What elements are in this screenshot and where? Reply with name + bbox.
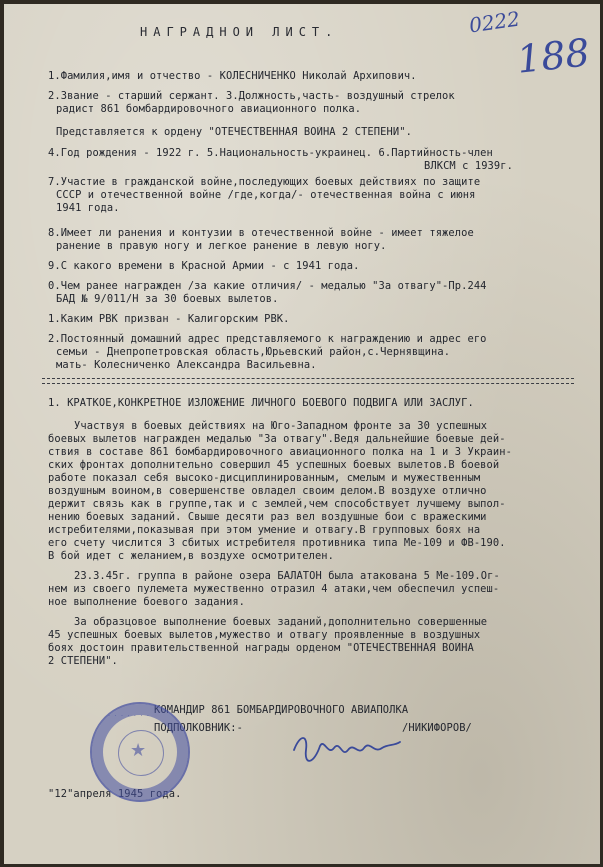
seal-rim-text: · · · · · · · (108, 712, 150, 720)
document-line: 23.3.45г. группа в районе озера БАЛАТОН была атакована 5 Ме-109.Ог- (74, 570, 500, 582)
regiment-seal (90, 702, 190, 802)
document-line: работе показал себя высоко-дисциплинированным, смелым и мужественным (48, 472, 481, 484)
document-line: 8.Имеет ли ранения и контузии в отечественной войне - имеет тяжелое (48, 227, 474, 239)
document-line: "12"апреля 1945 года. (48, 788, 182, 800)
section-divider (42, 378, 574, 379)
star-icon: ★ (130, 740, 147, 761)
document-line: 7.Участие в гражданской войне,последующих боевых действиях по защите (48, 176, 481, 188)
document-line: За образцовое выполнение боевых заданий,дополнительно совершенные (74, 616, 488, 628)
document-line: 45 успешных боевых вылетов,мужество и отвагу проявленные в воздушных (48, 629, 481, 641)
document-line: /НИКИФОРОВ/ (402, 722, 472, 734)
handwritten-mark: 188 (514, 30, 592, 82)
document-line: ВЛКСМ с 1939г. (424, 160, 513, 172)
document-line: воздушным воином,в совершенстве овладел своим делом.В воздухе отлично (48, 485, 487, 497)
document-line: 9.С какого времени в Красной Армии - с 1941 года. (48, 260, 360, 272)
document-line: 1.Каким РВК призван - Калигорским РВК. (48, 313, 290, 325)
document-line: 0.Чем ранее награжден /за какие отличия/ - медалью "За отвагу"-Пр.244 (48, 280, 487, 292)
document-line: боях достоин правительственной награды орденом "ОТЕЧЕСТВЕННАЯ ВОЙНА (48, 642, 474, 654)
section-divider (42, 383, 574, 384)
document-line: ПОДПОЛКОВНИК:- (154, 722, 243, 734)
award-sheet (4, 4, 600, 864)
document-line: 1.Фамилия,имя и отчество - КОЛЕСНИЧЕНКО Николай Архипович. (48, 70, 417, 82)
document-line: ствия в составе 861 бомбардировочного авиационного полка на 1 и 3 Украин- (48, 446, 512, 458)
document-line: БАД № 9/011/Н за 30 боевых вылетов. (56, 293, 279, 305)
handwritten-number: 0222 (467, 6, 522, 38)
document-line: мать- Колесниченко Александра Васильевна. (56, 359, 317, 371)
commander-signature (290, 728, 402, 768)
document-title: НАГРАДНОЙ ЛИСТ. (140, 26, 339, 39)
document-line: 4.Год рождения - 1922 г. 5.Национальность-украинец. 6.Партийность-член (48, 147, 493, 159)
document-line: держит связь как в группе,так и с землей,чем способствует лучшему выпол- (48, 498, 506, 510)
document-line: семьи - Днепропетровская область,Юрьевский район,с.Чернявщина. (56, 346, 451, 358)
document-line: нем из своего пулемета мужественно отразил 4 атаки,чем обеспечил успеш- (48, 583, 500, 595)
document-line: радист 861 бомбардировочного авиационного полка. (56, 103, 362, 115)
document-line: Участвуя в боевых действиях на Юго-Западном фронте за 30 успешных (74, 420, 488, 432)
document-line: боевых вылетов награжден медалью "За отвагу".Ведя дальнейшие боевые дей- (48, 433, 506, 445)
document-line: ранение в правую ногу и легкое ранение в левую ногу. (56, 240, 387, 252)
document-line: В бой идет с желанием,в воздухе осмотрителен. (48, 550, 335, 562)
document-line: Представляется к ордену "ОТЕЧЕСТВЕННАЯ ВОЙНА 2 СТЕПЕНИ". (56, 126, 412, 138)
document-line: КОМАНДИР 861 БОМБАРДИРОВОЧНОГО АВИАПОЛКА (154, 704, 409, 716)
document-line: 2 СТЕПЕНИ". (48, 655, 118, 667)
document-line: истребителями,показывая при этом умение и отвагу.В групповых боях на (48, 524, 481, 536)
document-line: 1. КРАТКОЕ,КОНКРЕТНОЕ ИЗЛОЖЕНИЕ ЛИЧНОГО БОЕВОГО ПОДВИГА ИЛИ ЗАСЛУГ. (48, 397, 474, 409)
document-line: ских фронтах дополнительно совершил 45 успешных боевых вылетов.В боевой (48, 459, 500, 471)
document-line: СССР и отечественной войне /где,когда/- отечественная война с июня (56, 189, 476, 201)
document-line: 1941 года. (56, 202, 120, 214)
document-line: нению боевых заданий. Свыше десяти раз вел воздушные бои с вражескими (48, 511, 487, 523)
document-line: 2.Звание - старший сержант. 3.Должность,часть- воздушный стрелок (48, 90, 455, 102)
document-line: ное выполнение боевого задания. (48, 596, 246, 608)
document-line: его счету числится 3 сбитых истребителя противника типа Ме-109 и ФВ-190. (48, 537, 506, 549)
document-line: 2.Постоянный домашний адрес представляемого к награждению и адрес его (48, 333, 487, 345)
